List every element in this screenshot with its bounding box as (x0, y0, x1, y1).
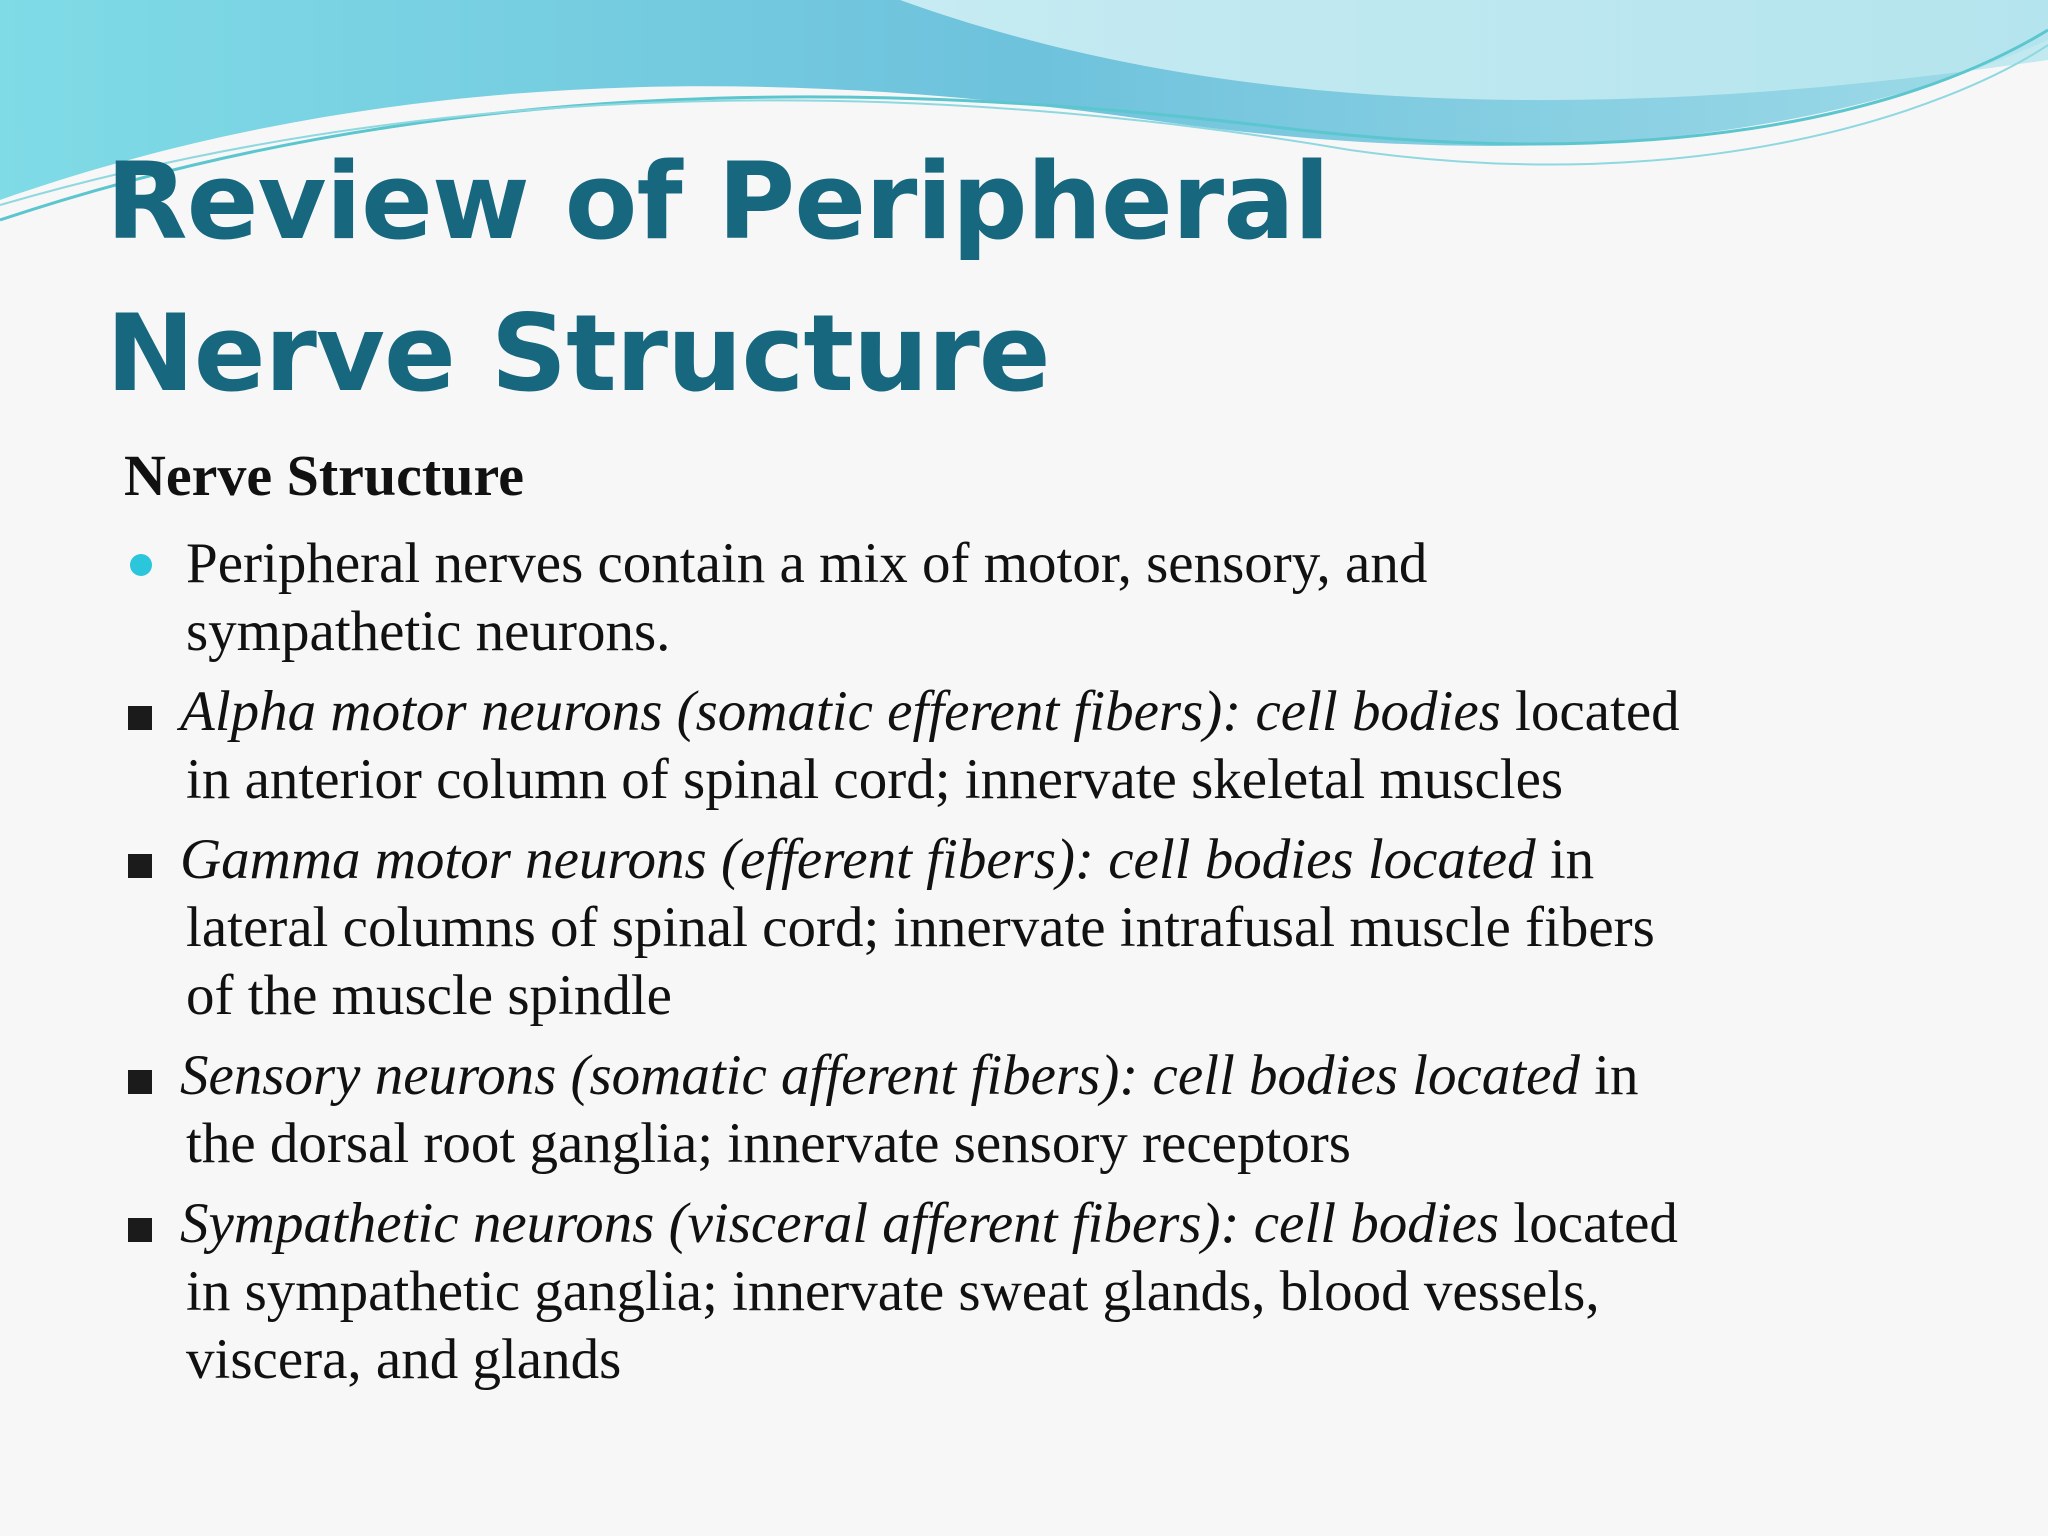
list-item-line: in sympathetic ganglia; innervate sweat glands, blood vessels, (186, 1260, 1600, 1323)
square-bullet-icon (128, 1218, 152, 1242)
list-item-rest: located (1500, 680, 1680, 743)
list-item-italic: Sensory neurons (somatic afferent fibers): cell bodies located (180, 1044, 1580, 1107)
list-item-first-line (180, 1042, 2004, 1110)
list-item-italic: Sympathetic neurons (visceral afferent fibers): cell bodies (180, 1192, 1500, 1255)
list-item-gamma-motor (124, 826, 2004, 1030)
subheading: Nerve Structure (124, 443, 524, 508)
list-item-line: viscera, and glands (186, 1328, 622, 1391)
slide-body (124, 434, 2004, 1394)
list-item-sympathetic (124, 1190, 2004, 1394)
list-item-line: the dorsal root ganglia; innervate sensory receptors (186, 1112, 1351, 1175)
list-item-line: lateral columns of spinal cord; innervate intrafusal muscle fibers (186, 896, 1655, 959)
intro-bullet (124, 530, 2004, 666)
list-item-sensory (124, 1042, 2004, 1178)
square-bullet-icon (128, 854, 152, 878)
list-item-rest: in (1579, 1044, 1639, 1107)
square-bullet-icon (128, 1070, 152, 1094)
list-item-rest: in (1535, 828, 1595, 891)
list-item-rest: located (1499, 1192, 1678, 1255)
slide-title (106, 126, 1329, 430)
list-item-italic: Alpha motor neurons (somatic efferent fibers): cell bodies (180, 680, 1501, 743)
list-item-line: in anterior column of spinal cord; innervate skeletal muscles (186, 748, 1564, 811)
slide-title-line-2: Nerve Structure (106, 292, 1050, 415)
list-item-first-line (180, 678, 2004, 746)
round-bullet-icon (130, 554, 152, 576)
list-item-italic: Gamma motor neurons (efferent fibers): cell bodies located (180, 828, 1536, 891)
list-item-first-line (180, 1190, 2004, 1258)
list-item-line: of the muscle spindle (186, 964, 672, 1027)
intro-line-1: Peripheral nerves contain a mix of motor, sensory, and (186, 532, 1428, 595)
square-bullet-icon (128, 706, 152, 730)
list-item-first-line (180, 826, 2004, 894)
intro-line-2: sympathetic neurons. (186, 600, 671, 663)
list-item-alpha-motor (124, 678, 2004, 814)
slide-title-line-1: Review of Peripheral (106, 140, 1330, 263)
